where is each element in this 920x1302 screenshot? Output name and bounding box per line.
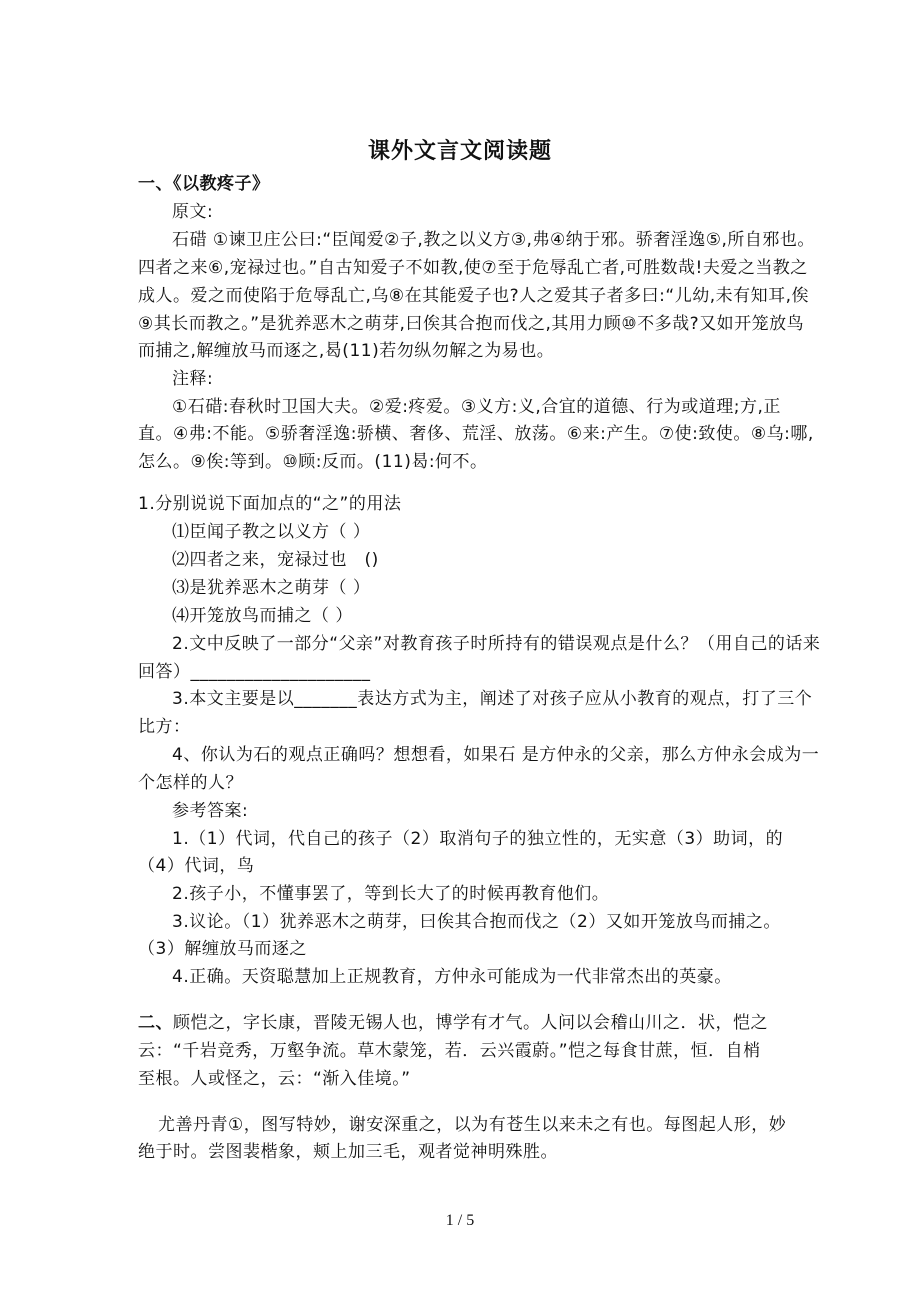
notes-line: ①石碏:春秋时卫国大夫。②爱:疼爱。③义方:义,合宜的道德、行为或道理;方,正 (172, 397, 781, 417)
section-2-line: 至根。人或怪之，云：“渐入佳境。” (138, 1069, 411, 1089)
question-3: 比方： (138, 717, 191, 737)
notes-label: 注释: (172, 369, 214, 389)
question-2: 2.文中反映了一部分“父亲”对教育孩子时所持有的错误观点是什么？（用自己的话来 (172, 634, 821, 654)
question-1: 1.分别说说下面加点的“之”的用法 (138, 494, 402, 514)
document-title: 课外文言文阅读题 (367, 139, 552, 164)
original-line: 石碏 ①谏卫庄公曰:“臣闻爱②子,教之以义方③,弗④纳于邪。骄奢淫逸⑤,所自邪也。 (172, 230, 815, 250)
question-1-item: ⑶是犹养恶木之萌芽（ ） (172, 578, 371, 598)
section-2-text: 顾恺之，字长康，晋陵无锡人也，博学有才气。人问以会稽山川之．状，恺之 (173, 1013, 768, 1033)
notes-line: 直。④弗:不能。⑤骄奢淫逸:骄横、奢侈、荒淫、放荡。⑥来:产生。⑦使:致使。⑧乌:哪, (138, 424, 814, 444)
question-4: 4、你认为石的观点正确吗？想想看，如果石 是方仲永的父亲，那么方仲永会成为一 (172, 745, 820, 765)
question-1-item: ⑴臣闻子教之以义方（ ） (172, 522, 371, 542)
section-2-line (138, 1012, 768, 1034)
original-line: ⑨其长而教之。”是犹养恶木之萌芽,曰俟其合抱而伐之,其用力顾⑩不多哉?又如开笼放鸟 (138, 314, 805, 334)
answer-line: （3）解缠放马而逐之 (138, 939, 307, 959)
question-2: 回答）____________________ (138, 662, 371, 682)
section-2-line: 云：“千岩竞秀，万壑争流。草木蒙笼，若．云兴霞蔚。”恺之每食甘蔗，恒．自梢 (138, 1041, 761, 1061)
section-2-number: 二、 (138, 1013, 173, 1033)
answer-line: 3.议论。（1）犹养恶木之萌芽，曰俟其合抱而伐之（2）又如开笼放鸟而捕之。 (172, 912, 781, 932)
answers-label: 参考答案: (172, 801, 249, 821)
question-3: 3.本文主要是以_______表达方式为主，阐述了对孩子应从小教育的观点，打了三个 (172, 689, 813, 709)
answer-line: 1.（1）代词，代自己的孩子（2）取消句子的独立性的，无实意（3）助词，的 (172, 829, 784, 849)
original-line: 四者之来⑥,宠禄过也。”自古知爱子不如教,使⑦至于危辱乱亡者,可胜数哉!夫爱之当教之 (138, 258, 808, 278)
question-1-item: ⑷开笼放鸟而捕之（ ） (172, 606, 353, 626)
question-1-item: ⑵四者之来，宠禄过也 () (172, 550, 379, 570)
section-1-heading: 一、《以教疼子》 (138, 174, 270, 194)
answer-line: 2.孩子小，不懂事罢了，等到长大了的时候再教育他们。 (172, 884, 610, 904)
question-4: 个怎样的人？ (138, 773, 243, 793)
original-line: 成人。爱之而使陷于危辱乱亡,乌⑧在其能爱子也?人之爱其子者多曰:“儿幼,未有知耳,俟 (138, 286, 810, 306)
original-label: 原文: (172, 202, 214, 222)
section-2-paragraph-line: 尤善丹青①，图写特妙，谢安深重之，以为有苍生以来未之有也。每图起人形，妙 (158, 1115, 787, 1135)
section-2-paragraph-line: 绝于时。尝图裴楷象，颊上加三毛，观者觉神明殊胜。 (138, 1142, 558, 1162)
notes-line: 怎么。⑨俟:等到。⑩顾:反而。(11)曷:何不。 (138, 452, 488, 472)
answer-line: 4.正确。天资聪慧加上正规教育，方仲永可能成为一代非常杰出的英豪。 (172, 967, 732, 987)
original-line: 而捕之,解缠放马而逐之,曷(11)若勿纵勿解之为易也。 (138, 341, 555, 361)
answer-line: （4）代词，鸟 (138, 856, 255, 876)
page-number: 1 / 5 (445, 1212, 475, 1229)
